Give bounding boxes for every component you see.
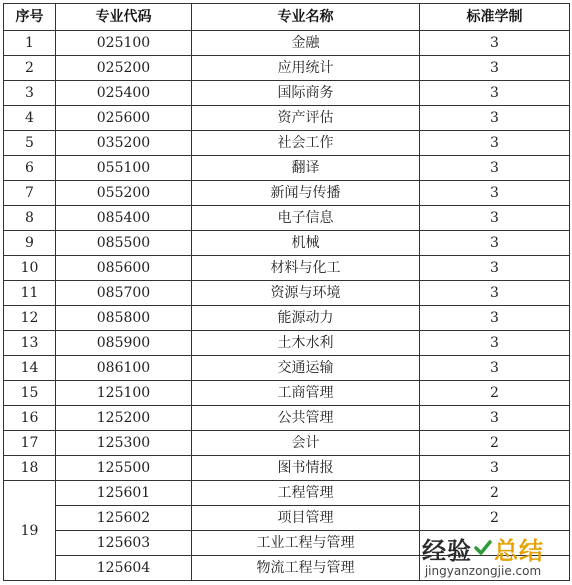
table-row — [4, 106, 570, 131]
cell-seq: 6 — [4, 156, 56, 181]
cell-name: 工程管理 — [192, 481, 420, 506]
cell-code: 125604 — [56, 556, 192, 581]
cell-code: 125602 — [56, 506, 192, 531]
table-header — [4, 4, 570, 31]
cell-years: 2 — [420, 431, 570, 456]
checkmark-icon — [473, 538, 493, 558]
cell-name: 图书情报 — [192, 456, 420, 481]
cell-code: 125100 — [56, 381, 192, 406]
table-row — [4, 56, 570, 81]
table-row-group — [4, 506, 570, 531]
cell-name: 资产评估 — [192, 106, 420, 131]
cell-years: 3 — [420, 206, 570, 231]
cell-code: 086100 — [56, 356, 192, 381]
cell-name: 物流工程与管理 — [192, 556, 420, 581]
table-row — [4, 356, 570, 381]
majors-table — [3, 3, 570, 581]
watermark-text-a: 经验 — [422, 535, 472, 565]
cell-seq: 4 — [4, 106, 56, 131]
watermark-url: jingyanzongjie.com — [424, 564, 542, 578]
table-row — [4, 331, 570, 356]
cell-code: 025100 — [56, 31, 192, 56]
cell-years: 3 — [420, 81, 570, 106]
cell-name: 材料与化工 — [192, 256, 420, 281]
cell-years: 3 — [420, 356, 570, 381]
table-row — [4, 256, 570, 281]
cell-seq: 1 — [4, 31, 56, 56]
table-row — [4, 81, 570, 106]
table-body — [4, 31, 570, 581]
cell-seq: 12 — [4, 306, 56, 331]
cell-name: 交通运输 — [192, 356, 420, 381]
cell-code: 085600 — [56, 256, 192, 281]
cell-seq: 10 — [4, 256, 56, 281]
cell-name: 土木水利 — [192, 331, 420, 356]
table-row — [4, 181, 570, 206]
table-row — [4, 231, 570, 256]
cell-name: 金融 — [192, 31, 420, 56]
cell-years: 3 — [420, 306, 570, 331]
cell-name: 公共管理 — [192, 406, 420, 431]
cell-years: 3 — [420, 56, 570, 81]
header-row — [4, 4, 570, 31]
table-row — [4, 431, 570, 456]
table-row — [4, 156, 570, 181]
cell-seq: 17 — [4, 431, 56, 456]
cell-name: 应用统计 — [192, 56, 420, 81]
cell-name: 电子信息 — [192, 206, 420, 231]
cell-years: 3 — [420, 181, 570, 206]
site-watermark — [408, 533, 558, 583]
table-row — [4, 406, 570, 431]
cell-seq: 9 — [4, 231, 56, 256]
cell-name: 新闻与传播 — [192, 181, 420, 206]
cell-name: 能源动力 — [192, 306, 420, 331]
cell-seq: 8 — [4, 206, 56, 231]
cell-years: 3 — [420, 406, 570, 431]
cell-name: 国际商务 — [192, 81, 420, 106]
cell-seq-group: 19 — [4, 481, 56, 581]
cell-seq: 11 — [4, 281, 56, 306]
cell-code: 035200 — [56, 131, 192, 156]
cell-seq: 2 — [4, 56, 56, 81]
cell-seq: 18 — [4, 456, 56, 481]
cell-code: 025200 — [56, 56, 192, 81]
table-row — [4, 31, 570, 56]
cell-code: 085800 — [56, 306, 192, 331]
cell-seq: 16 — [4, 406, 56, 431]
cell-code: 125601 — [56, 481, 192, 506]
header-years: 标准学制 — [420, 4, 570, 31]
header-name: 专业名称 — [192, 4, 420, 31]
cell-code: 125500 — [56, 456, 192, 481]
cell-name: 资源与环境 — [192, 281, 420, 306]
cell-code: 085400 — [56, 206, 192, 231]
cell-years: 3 — [420, 456, 570, 481]
table-row — [4, 381, 570, 406]
table-row — [4, 456, 570, 481]
cell-years: 3 — [420, 331, 570, 356]
cell-code: 085900 — [56, 331, 192, 356]
cell-years: 2 — [420, 481, 570, 506]
cell-seq: 13 — [4, 331, 56, 356]
cell-seq: 14 — [4, 356, 56, 381]
cell-code: 125200 — [56, 406, 192, 431]
cell-name: 项目管理 — [192, 506, 420, 531]
header-code: 专业代码 — [56, 4, 192, 31]
watermark-logo — [422, 533, 544, 563]
cell-seq: 15 — [4, 381, 56, 406]
cell-years: 3 — [420, 31, 570, 56]
cell-code: 085500 — [56, 231, 192, 256]
watermark-text-b: 总结 — [494, 535, 544, 565]
cell-name: 社会工作 — [192, 131, 420, 156]
cell-years: 3 — [420, 256, 570, 281]
cell-name: 机械 — [192, 231, 420, 256]
table-row — [4, 131, 570, 156]
cell-years: 3 — [420, 106, 570, 131]
cell-code: 125603 — [56, 531, 192, 556]
cell-years: 3 — [420, 231, 570, 256]
table-row — [4, 281, 570, 306]
cell-name: 翻译 — [192, 156, 420, 181]
cell-code: 055100 — [56, 156, 192, 181]
cell-code: 025400 — [56, 81, 192, 106]
cell-years: 3 — [420, 156, 570, 181]
cell-name: 会计 — [192, 431, 420, 456]
cell-name: 工业工程与管理 — [192, 531, 420, 556]
cell-seq: 7 — [4, 181, 56, 206]
cell-name: 工商管理 — [192, 381, 420, 406]
cell-code: 085700 — [56, 281, 192, 306]
cell-code: 025600 — [56, 106, 192, 131]
cell-years: 3 — [420, 281, 570, 306]
cell-seq: 3 — [4, 81, 56, 106]
header-seq: 序号 — [4, 4, 56, 31]
table-row — [4, 306, 570, 331]
cell-seq: 5 — [4, 131, 56, 156]
cell-years: 3 — [420, 131, 570, 156]
table-row — [4, 206, 570, 231]
cell-years: 2 — [420, 506, 570, 531]
cell-years: 2 — [420, 381, 570, 406]
cell-code: 125300 — [56, 431, 192, 456]
cell-code: 055200 — [56, 181, 192, 206]
table-row-group — [4, 481, 570, 506]
